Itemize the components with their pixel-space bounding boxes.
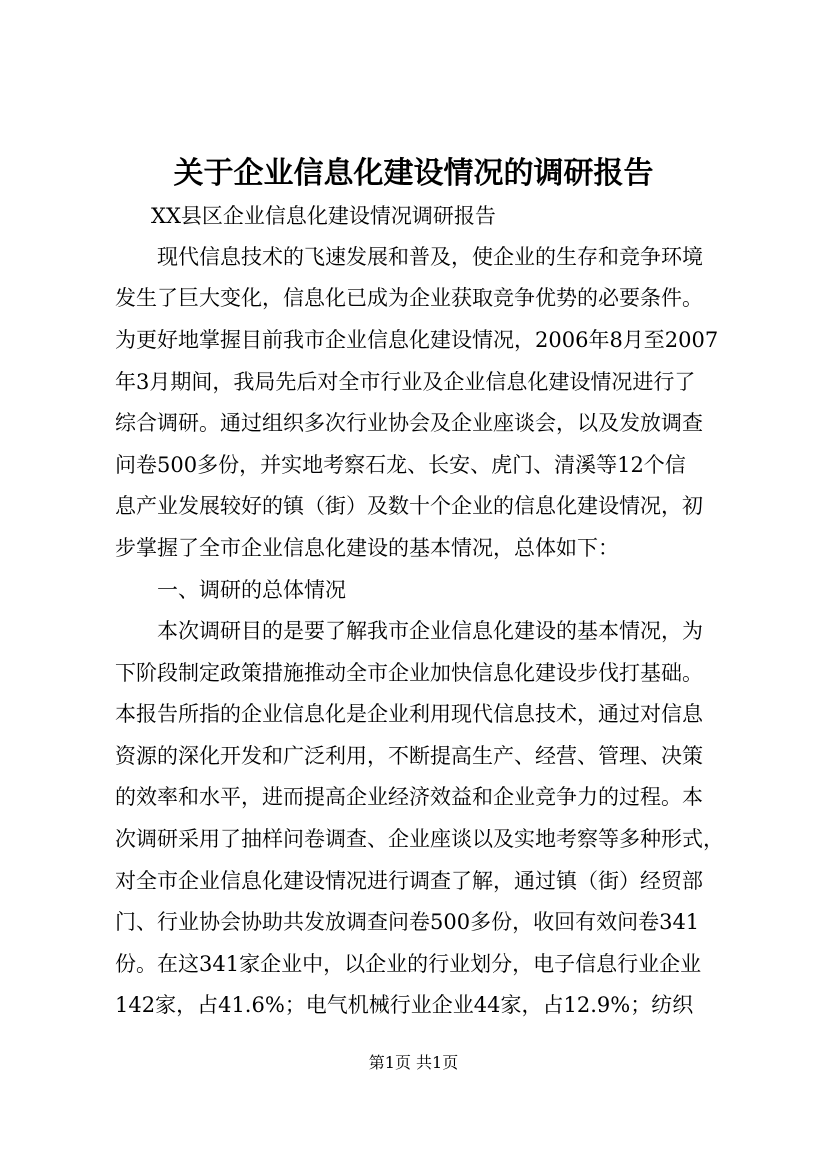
body-line-15: 对全市企业信息化建设情况进行调查了解，通过镇（街）经贸部 [115, 869, 703, 893]
body-line-14: 次调研采用了抽样问卷调查、企业座谈以及实地考察等多种形式， [115, 827, 724, 851]
body-line-10: 下阶段制定政策措施推动全市企业加快信息化建设步伐打基础。 [115, 661, 703, 685]
body-line-4: 年3月期间，我局先后对全市行业及企业信息化建设情况进行了 [115, 370, 696, 394]
body-line-2: 发生了巨大变化，信息化已成为企业获取竞争优势的必要条件。 [115, 286, 703, 310]
body-line-7: 息产业发展较好的镇（街）及数十个企业的信息化建设情况，初 [115, 494, 703, 518]
body-line-18: 142家，占41.6%；电气机械行业企业44家，占12.9%；纺织 [115, 993, 694, 1017]
body-line-3: 为更好地掌握目前我市企业信息化建设情况，2006年8月至2007 [115, 328, 719, 352]
body-line-16: 门、行业协会协助共发放调查问卷500多份，收回有效问卷341 [115, 910, 700, 934]
body-line-1: 现代信息技术的飞速发展和普及，使企业的生存和竞争环境 [115, 245, 703, 269]
page-footer: 第1页 共1页 [368, 1053, 459, 1072]
body-line-17: 份。在这341家企业中，以企业的行业划分，电子信息行业企业 [115, 952, 702, 976]
body-line-13: 的效率和水平，进而提高企业经济效益和企业竞争力的过程。本 [115, 785, 703, 809]
document-title: 关于企业信息化建设情况的调研报告 [173, 156, 654, 191]
body-line-8: 步掌握了全市企业信息化建设的基本情况，总体如下： [115, 536, 619, 560]
body-line-5: 综合调研。通过组织多次行业协会及企业座谈会，以及发放调查 [115, 411, 703, 435]
body-line-11: 本报告所指的企业信息化是企业利用现代信息技术，通过对信息 [115, 702, 703, 726]
document-subtitle: XX县区企业信息化建设情况调研报告 [151, 204, 496, 228]
body-line-9: 本次调研目的是要了解我市企业信息化建设的基本情况，为 [115, 619, 703, 643]
section-heading-1: 一、调研的总体情况 [115, 578, 346, 602]
body-line-12: 资源的深化开发和广泛利用，不断提高生产、经营、管理、决策 [115, 744, 703, 768]
body-line-6: 问卷500多份，并实地考察石龙、长安、虎门、清溪等12个信 [115, 453, 686, 477]
